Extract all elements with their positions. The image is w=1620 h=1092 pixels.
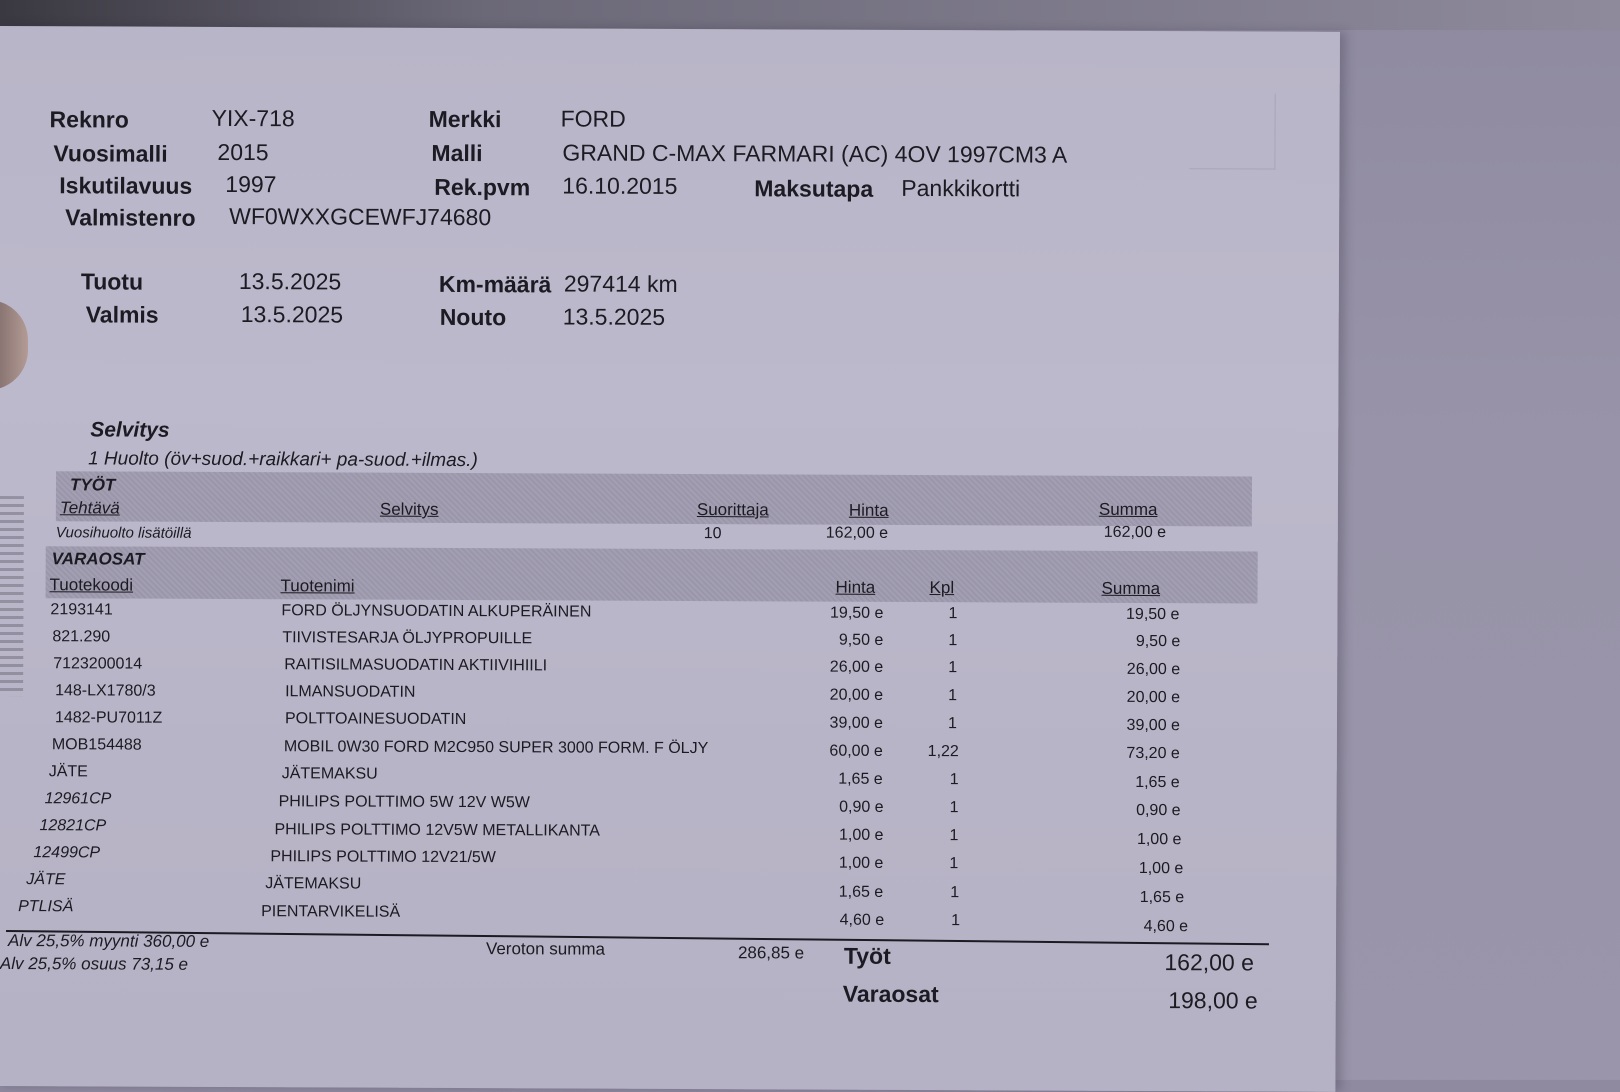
merkki-value: FORD xyxy=(560,105,626,132)
part-qty: 1 xyxy=(951,912,961,930)
rekpvm-label: Rek.pvm xyxy=(434,173,531,201)
alv-myynti: Alv 25,5% myynti 360,00 e xyxy=(7,931,210,951)
km-value: 297414 km xyxy=(563,270,678,297)
nouto-label: Nouto xyxy=(439,303,507,331)
part-name: RAITISILMASUODATIN AKTIIVIHIILI xyxy=(284,656,548,675)
part-name: POLTTOAINESUODATIN xyxy=(284,710,467,729)
part-sum: 4,60 e xyxy=(1143,917,1189,936)
malli-value: GRAND C-MAX FARMARI (AC) 4OV 1997CM3 A xyxy=(562,139,1068,168)
part-qty: 1 xyxy=(949,771,959,789)
tuotu-label: Tuotu xyxy=(80,268,144,295)
vuosimalli-value: 2015 xyxy=(217,138,269,166)
tuotu-value: 13.5.2025 xyxy=(238,268,342,295)
varaosat-total-label: Varaosat xyxy=(842,980,939,1008)
varaosat-col-kpl: Kpl xyxy=(929,578,955,598)
tyot-col-selvitys: Selvitys xyxy=(379,499,439,519)
part-price: 26,00 e xyxy=(829,658,884,676)
part-price: 4,60 e xyxy=(839,911,885,929)
maksutapa-label: Maksutapa xyxy=(754,175,874,202)
part-code: MOB154488 xyxy=(51,736,142,754)
part-name: ILMANSUODATIN xyxy=(285,683,416,701)
varaosat-header-band xyxy=(46,546,1258,603)
km-label: Km-määrä xyxy=(438,270,552,298)
part-qty: 1 xyxy=(948,715,958,733)
part-code: PTLISÄ xyxy=(18,898,74,916)
part-sum: 26,00 e xyxy=(1126,660,1181,679)
varaosat-title: VARAOSAT xyxy=(51,549,145,569)
paper-fold-mark xyxy=(1189,93,1275,169)
background-top xyxy=(0,0,1620,30)
part-price: 1,00 e xyxy=(838,854,884,872)
part-price: 60,00 e xyxy=(829,742,883,760)
part-price: 1,65 e xyxy=(838,883,884,901)
tyot-tehtava: Vuosihuolto lisätöillä xyxy=(55,524,192,542)
part-price: 19,50 e xyxy=(830,604,884,622)
part-price: 0,90 e xyxy=(839,798,884,816)
part-qty: 1 xyxy=(949,799,959,817)
tyot-total-label: Työt xyxy=(843,942,891,969)
tyot-col-summa: Summa xyxy=(1098,499,1158,520)
part-name: TIIVISTESARJA ÖLJYPROPUILLE xyxy=(282,629,533,648)
valmis-label: Valmis xyxy=(85,301,159,328)
part-qty: 1 xyxy=(949,827,959,845)
part-qty: 1 xyxy=(948,687,958,705)
part-price: 20,00 e xyxy=(829,686,884,704)
part-qty: 1 xyxy=(950,884,960,902)
part-qty: 1 xyxy=(948,632,958,650)
malli-label: Malli xyxy=(431,139,483,167)
varaosat-total-value: 198,00 e xyxy=(1168,987,1258,1014)
iskutilavuus-value: 1997 xyxy=(225,170,277,198)
varaosat-col-tuotenimi: Tuotenimi xyxy=(280,576,355,596)
part-sum: 9,50 e xyxy=(1135,632,1181,651)
part-sum: 73,20 e xyxy=(1126,744,1180,763)
part-code: 2193141 xyxy=(50,601,113,619)
part-sum: 39,00 e xyxy=(1126,716,1180,735)
part-price: 9,50 e xyxy=(838,631,884,649)
part-price: 39,00 e xyxy=(829,714,884,732)
reknro-label: Reknro xyxy=(49,106,129,133)
part-name: PIENTARVIKELISÄ xyxy=(261,903,401,921)
tyot-total-value: 162,00 e xyxy=(1164,949,1254,976)
part-name: JÄTEMAKSU xyxy=(281,765,378,783)
part-sum: 1,65 e xyxy=(1135,773,1180,792)
part-qty: 1,22 xyxy=(927,743,959,761)
part-price: 1,65 e xyxy=(838,770,883,788)
veroton-value: 286,85 e xyxy=(737,943,805,963)
tyot-summa: 162,00 e xyxy=(1103,523,1167,542)
part-code: 821.290 xyxy=(52,628,111,646)
tyot-hinta: 162,00 e xyxy=(825,524,889,542)
tyot-header-band xyxy=(56,471,1252,526)
part-name: PHILIPS POLTTIMO 12V5W METALLIKANTA xyxy=(274,821,600,840)
part-price: 1,00 e xyxy=(838,826,884,844)
part-sum: 1,00 e xyxy=(1136,830,1182,849)
tyot-col-hinta: Hinta xyxy=(848,500,889,520)
nouto-value: 13.5.2025 xyxy=(562,303,666,330)
part-name: MOBIL 0W30 FORD M2C950 SUPER 3000 FORM. F ÖLJY xyxy=(283,738,709,758)
part-code: JÄTE xyxy=(48,763,88,781)
part-code: 1482-PU7011Z xyxy=(54,709,163,727)
valmis-value: 13.5.2025 xyxy=(240,301,344,328)
varaosat-col-summa: Summa xyxy=(1101,578,1161,599)
part-code: 12821CP xyxy=(39,817,107,835)
part-sum: 1,65 e xyxy=(1139,888,1185,907)
maksutapa-value: Pankkikortti xyxy=(901,174,1021,202)
part-name: PHILIPS POLTTIMO 12V21/5W xyxy=(270,848,496,867)
tyot-col-tehtava: Tehtävä xyxy=(59,498,120,518)
part-code: JÄTE xyxy=(26,871,66,889)
tyot-suorittaja: 10 xyxy=(703,525,722,543)
part-code: 148-LX1780/3 xyxy=(55,682,156,700)
varaosat-col-hinta: Hinta xyxy=(835,577,876,597)
valmistenro-value: WF0WXXGCEWFJ74680 xyxy=(229,203,492,231)
toner-smudge xyxy=(0,496,24,696)
part-code: 12499CP xyxy=(33,844,101,862)
part-name: JÄTEMAKSU xyxy=(265,875,362,893)
reknro-value: YIX-718 xyxy=(211,104,295,132)
part-code: 7123200014 xyxy=(53,655,143,673)
tyot-title: TYÖT xyxy=(69,475,116,495)
part-sum: 19,50 e xyxy=(1126,605,1180,624)
vuosimalli-label: Vuosimalli xyxy=(53,140,168,167)
part-sum: 1,00 e xyxy=(1138,859,1184,878)
part-code: 12961CP xyxy=(44,790,112,808)
invoice-paper xyxy=(0,26,1340,1092)
part-name: FORD ÖLJYNSUODATIN ALKUPERÄINEN xyxy=(281,602,592,621)
alv-osuus: Alv 25,5% osuus 73,15 e xyxy=(0,954,189,974)
iskutilavuus-label: Iskutilavuus xyxy=(59,172,193,199)
veroton-label: Veroton summa xyxy=(485,939,606,959)
merkki-label: Merkki xyxy=(428,105,502,133)
part-sum: 0,90 e xyxy=(1136,801,1181,820)
tyot-col-suorittaja: Suorittaja xyxy=(696,500,769,520)
part-qty: 1 xyxy=(948,605,958,623)
selvitys-text: 1 Huolto (öv+suod.+raikkari+ pa-suod.+ilmas.) xyxy=(88,448,478,472)
varaosat-col-tuotekoodi: Tuotekoodi xyxy=(49,575,134,595)
valmistenro-label: Valmistenro xyxy=(65,204,196,231)
part-qty: 1 xyxy=(948,659,958,677)
part-qty: 1 xyxy=(949,855,959,873)
selvitys-title: Selvitys xyxy=(90,418,170,442)
part-name: PHILIPS POLTTIMO 5W 12V W5W xyxy=(278,793,530,812)
rekpvm-value: 16.10.2015 xyxy=(562,172,678,199)
part-sum: 20,00 e xyxy=(1126,688,1181,707)
